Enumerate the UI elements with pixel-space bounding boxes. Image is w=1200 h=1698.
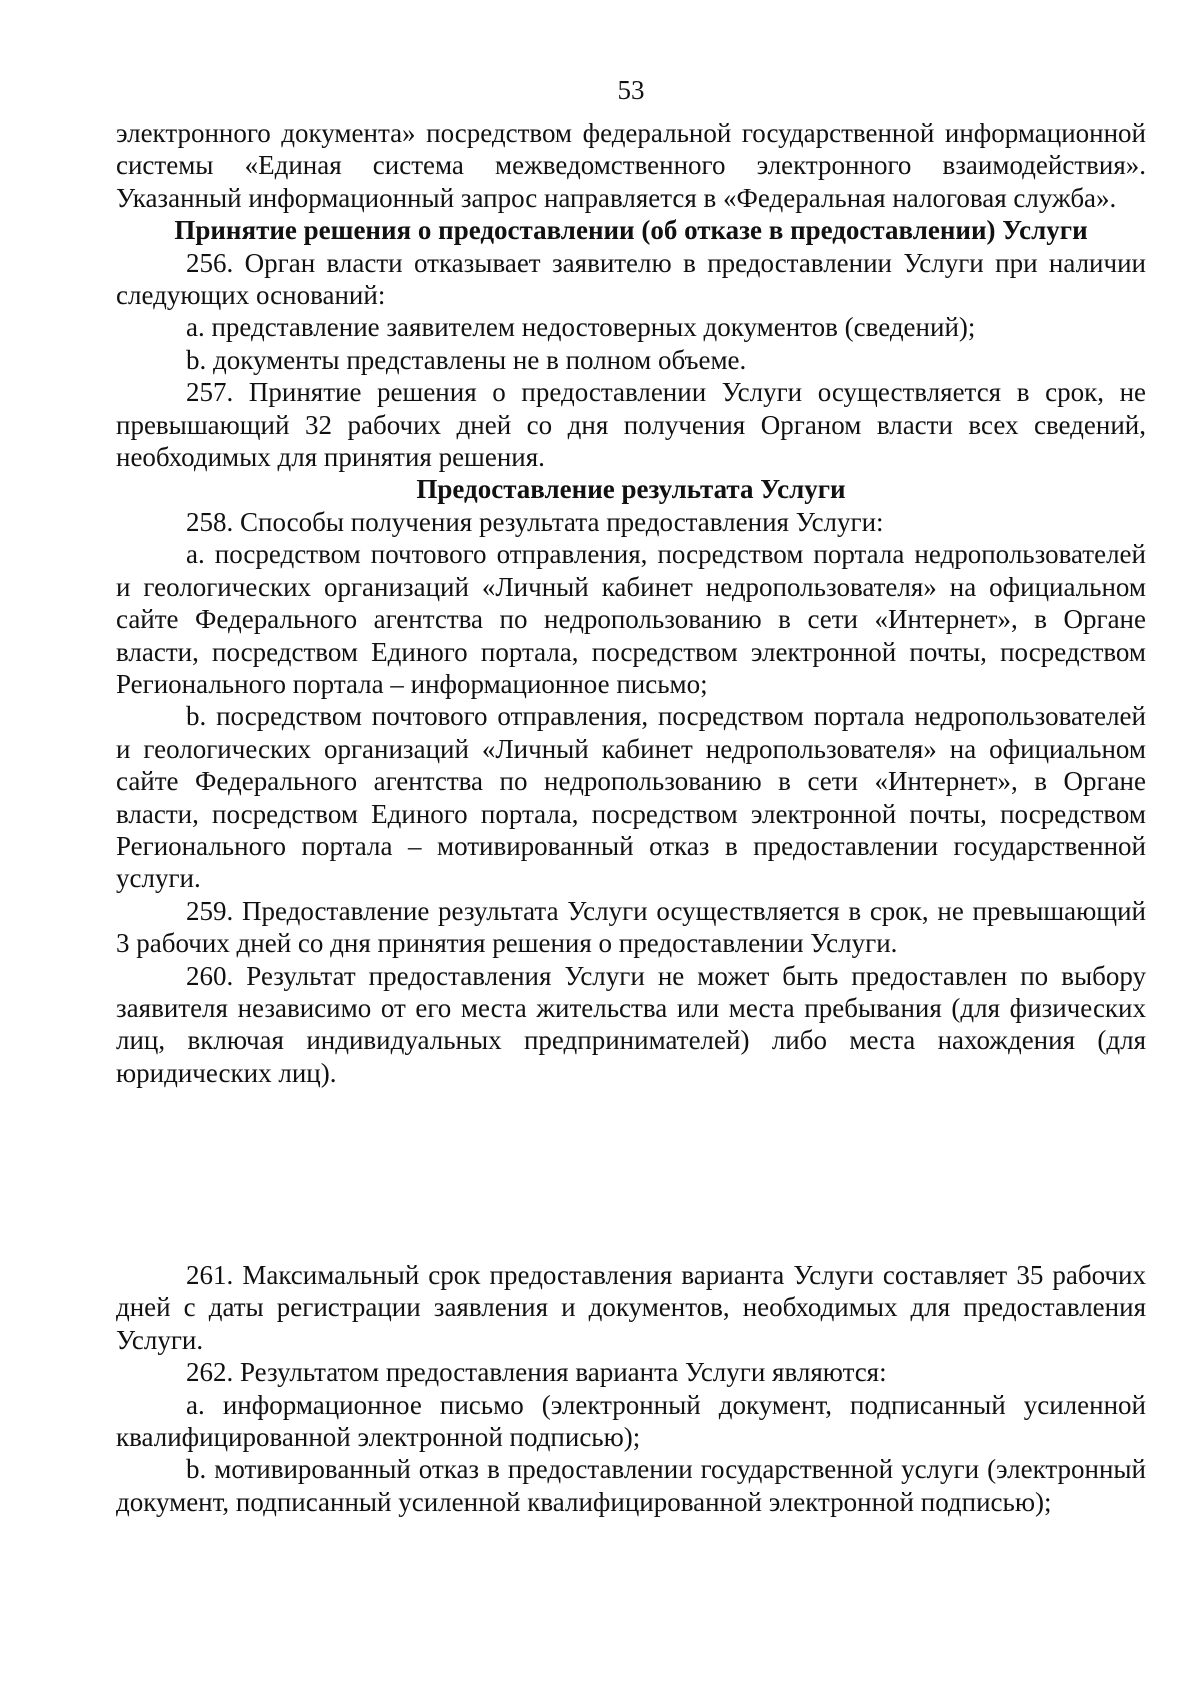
paragraph-261: 261. Максимальный срок предоставления варианта Услуги составляет 35 рабочих дней с даты регистрации заявления и документов, необходимых для предоставления Услуги. bbox=[116, 1260, 1146, 1355]
document-body-top bbox=[116, 117, 1146, 1089]
paragraph-256-item-a: a. представление заявителем недостоверных документов (сведений); bbox=[186, 312, 976, 343]
paragraph-262-item-a: a. информационное письмо (электронный документ, подписанный усиленной квалифицированной электронной подписью); bbox=[116, 1389, 1146, 1453]
paragraph-260: 260. Результат предоставления Услуги не может быть предоставлен по выбору заявителя независимо от его места жительства или места пребывания (для физических лиц, включая индивидуальных предпринимателей) либо места нахождения (для юридических лиц). bbox=[116, 960, 1146, 1088]
paragraph-258-item-b: b. посредством почтового отправления, посредством портала недропользователей и геологических организаций «Личный кабинет недропользователя» на официальном сайте Федерального агентства по недропользованию в сети «Интернет», в Органе власти, посредством Единого портала, посредством электронной почты, посредством Регионального портала – мотивированный отказ в предоставлении государственной услуги. bbox=[116, 701, 1146, 894]
paragraph-258: 258. Способы получения результата предоставления Услуги: bbox=[186, 506, 884, 537]
page-number: 53 bbox=[617, 75, 645, 105]
paragraph-256-item-b: b. документы представлены не в полном объеме. bbox=[186, 344, 747, 375]
section-heading-result: Предоставление результата Услуги bbox=[416, 474, 846, 505]
section-heading-decision: Принятие решения о предоставлении (об отказе в предоставлении) Услуги bbox=[174, 215, 1088, 246]
paragraph-258-item-a: a. посредством почтового отправления, посредством портала недропользователей и геологических организаций «Личный кабинет недропользователя» на официальном сайте Федерального агентства по недропользованию в сети «Интернет», в Органе власти, посредством Единого портала, посредством электронной почты, посредством Регионального портала – информационное письмо; bbox=[116, 539, 1146, 699]
paragraph-256: 256. Орган власти отказывает заявителю в предоставлении Услуги при наличии следующих оснований: bbox=[116, 247, 1146, 311]
paragraph-262-item-b: b. мотивированный отказ в предоставлении государственной услуги (электронный документ, подписанный усиленной квалифицированной электронной подписью); bbox=[116, 1454, 1146, 1517]
document-body-bottom bbox=[116, 1259, 1146, 1518]
paragraph-262: 262. Результатом предоставления варианта Услуги являются: bbox=[186, 1357, 887, 1388]
paragraph-257: 257. Принятие решения о предоставлении Услуги осуществляется в срок, не превышающий 32 рабочих дней со дня получения Органом власти всех сведений, необходимых для принятия решения. bbox=[116, 377, 1146, 473]
paragraph-259: 259. Предоставление результата Услуги осуществляется в срок, не превышающий 3 рабочих дней со дня принятия решения о предоставлении Услуги. bbox=[116, 895, 1146, 959]
paragraph-request-continuation: электронного документа» посредством федеральной государственной информационной системы «Единая система межведомственного электронного взаимодействия». Указанный информационный запрос направляется в «Федеральная налоговая служба». bbox=[116, 118, 1146, 213]
